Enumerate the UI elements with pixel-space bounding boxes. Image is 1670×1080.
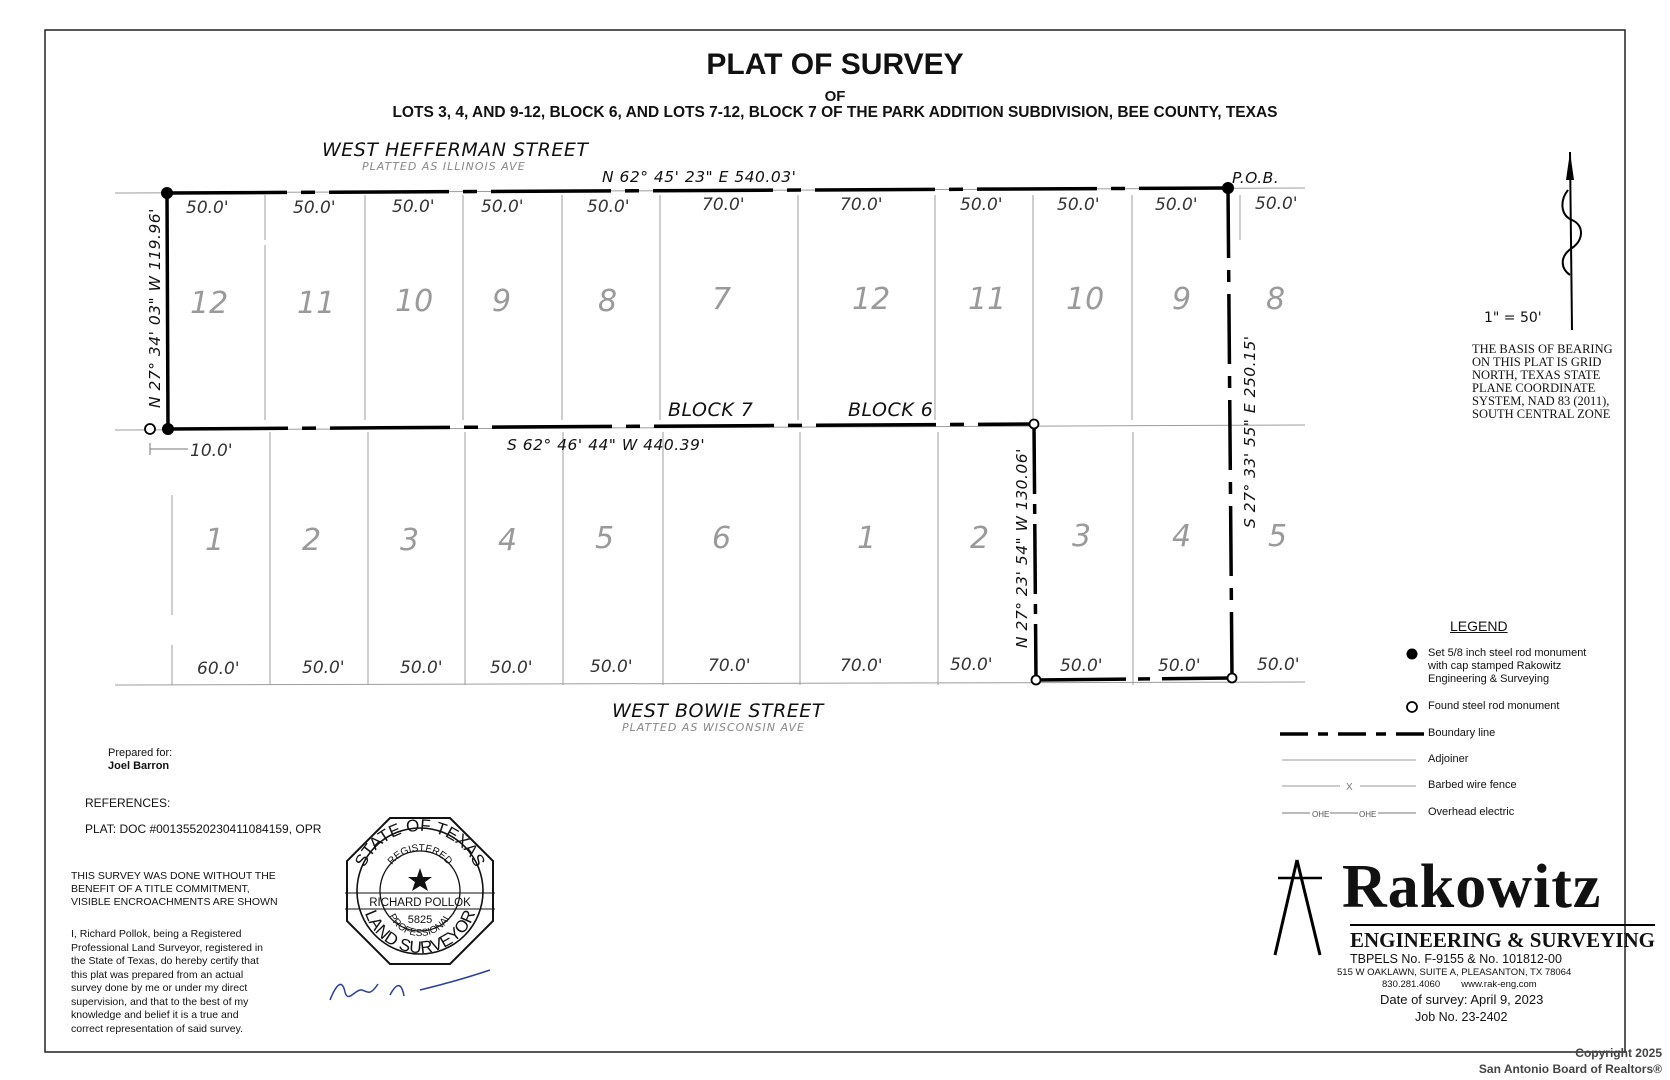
frontage-label: 50.0' xyxy=(590,657,633,677)
legend-barbed: Barbed wire fence xyxy=(1428,779,1517,791)
legend-title: LEGEND xyxy=(1450,618,1508,634)
page-title: PLAT OF SURVEY xyxy=(706,48,964,81)
frontage-label: 50.0' xyxy=(1158,656,1201,676)
frontage-label: 50.0' xyxy=(293,198,336,218)
lot-number: 7 xyxy=(712,282,732,317)
lot-number: 1 xyxy=(205,523,225,558)
frontage-label: 50.0' xyxy=(1155,195,1198,215)
frontage-label: 50.0' xyxy=(960,195,1003,215)
survey-date: Date of survey: April 9, 2023 xyxy=(1380,992,1544,1007)
page-subtitle: LOTS 3, 4, AND 9-12, BLOCK 6, AND LOTS 7-12, BLOCK 7 OF THE PARK ADDITION SUBDIVISION, BEE COUNTY, TEXAS xyxy=(392,104,1278,121)
frontage-label: 50.0' xyxy=(490,658,533,678)
top-lots xyxy=(190,282,1285,321)
frontage-label: 70.0' xyxy=(840,195,883,215)
frontage-label: 50.0' xyxy=(1257,655,1300,675)
legend-found-monument: Found steel rod monument xyxy=(1428,700,1560,712)
seal-number: 5825 xyxy=(407,914,433,926)
seal-bottom: LAND SURVEYOR xyxy=(361,907,480,958)
company-address: 515 W OAKLAWN, SUITE A, PLEASANTON, TX 78064 xyxy=(1337,967,1572,978)
watermark-copyright: Copyright 2025 xyxy=(1575,1046,1662,1060)
seal-professional: PROFESSIONAL xyxy=(386,912,454,940)
frontage-label: 70.0' xyxy=(840,656,883,676)
company-name: Rakowitz xyxy=(1342,853,1602,921)
company-contact: 830.281.4060 www.rak-eng.com xyxy=(1382,979,1537,990)
lot-number: 2 xyxy=(970,521,990,556)
lot-number: 1 xyxy=(857,521,877,556)
frontage-label: 50.0' xyxy=(1057,195,1100,215)
frontage-label: 50.0' xyxy=(186,198,229,218)
barbed-mark: X xyxy=(1346,782,1353,793)
middle-line-bearing: S 62° 46' 44" W 440.39' xyxy=(507,436,706,454)
lot-number: 9 xyxy=(1172,282,1192,317)
lot-number: 11 xyxy=(968,282,1007,317)
block6-label: BLOCK 6 xyxy=(848,399,934,421)
company-sub: ENGINEERING & SURVEYING xyxy=(1350,924,1655,953)
lot-number: 12 xyxy=(852,282,891,317)
frontage-label: 70.0' xyxy=(702,195,745,215)
seal-registered: REGISTERED xyxy=(385,842,455,868)
frontage-label: 60.0' xyxy=(197,659,240,679)
lot-number: 5 xyxy=(595,521,615,556)
lot-number: 3 xyxy=(1072,519,1092,554)
certification-note: I, Richard Pollok, being a Registered Professional Land Surveyor, registered in the State of Texas, do hereby certify that this plat was prepared from an actual survey done by me or under my direct supervision, and that to the best of my knowledge and belief it is a true and correct representation of said survey. xyxy=(71,928,264,1035)
seal-name: RICHARD POLLOK xyxy=(369,897,471,909)
inner-line-bearing: N 27° 23' 54" W 130.06' xyxy=(1013,448,1031,648)
frontage-label: 50.0' xyxy=(481,197,524,217)
bottom-lots xyxy=(205,519,1287,558)
pob-label: P.O.B. xyxy=(1232,169,1280,187)
bottom-frontages xyxy=(197,655,1300,679)
frontage-label: 50.0' xyxy=(1060,656,1103,676)
legend-boundary: Boundary line xyxy=(1428,727,1496,739)
west-line-bearing: N 27° 34' 03" W 119.96' xyxy=(146,208,164,408)
frontage-label: 50.0' xyxy=(392,197,435,217)
prepared-name: Joel Barron xyxy=(108,760,170,772)
lot-number: 6 xyxy=(712,521,732,556)
lot-number: 2 xyxy=(302,523,322,558)
offset-label: 10.0' xyxy=(190,441,233,461)
seal-top: STATE OF TEXAS xyxy=(351,815,489,870)
frontage-label: 50.0' xyxy=(950,655,993,675)
scale-label: 1" = 50' xyxy=(1484,310,1542,326)
basis-of-bearing: THE BASIS OF BEARING ON THIS PLAT IS GRID NORTH, TEXAS STATE PLANE COORDINATE SYSTEM, NAD 83 (2011), SOUTH CENTRAL ZONE xyxy=(1472,342,1613,421)
references-label: REFERENCES: xyxy=(85,796,171,810)
lot-number: 4 xyxy=(498,523,518,558)
legend-adjoiner: Adjoiner xyxy=(1428,753,1469,765)
legend-overhead: Overhead electric xyxy=(1428,806,1515,818)
title-of: OF xyxy=(824,88,846,105)
south-street-name: WEST BOWIE STREET xyxy=(612,700,824,722)
south-street-platted: PLATTED AS WISCONSIN AVE xyxy=(622,721,805,734)
lot-number: 12 xyxy=(190,286,229,321)
prepared-label: Prepared for: xyxy=(108,747,173,759)
lot-number: 9 xyxy=(492,284,512,319)
legend-set-monument: Set 5/8 inch steel rod monument with cap stamped Rakowitz Engineering & Surveying xyxy=(1428,647,1587,685)
top-frontages xyxy=(186,194,1298,218)
block7-label: BLOCK 7 xyxy=(668,399,754,421)
watermark-board: San Antonio Board of Realtors® xyxy=(1478,1062,1662,1076)
lot-number: 8 xyxy=(1266,282,1286,317)
lot-number: 11 xyxy=(297,286,336,321)
frontage-label: 50.0' xyxy=(400,658,443,678)
lot-number: 4 xyxy=(1172,519,1192,554)
lot-number: 3 xyxy=(400,523,420,558)
east-line-bearing: S 27° 33' 55" E 250.15' xyxy=(1241,335,1259,528)
frontage-label: 70.0' xyxy=(708,656,751,676)
lot-number: 10 xyxy=(395,284,434,319)
company-license: TBPELS No. F-9155 & No. 101812-00 xyxy=(1350,952,1562,966)
ohe-mark: OHE xyxy=(1312,810,1330,819)
north-line-bearing: N 62° 45' 23" E 540.03' xyxy=(602,168,797,186)
frontage-label: 50.0' xyxy=(302,658,345,678)
lot-number: 10 xyxy=(1066,282,1105,317)
references-plat: PLAT: DOC #00135520230411084159, OPR xyxy=(85,822,322,836)
title-commitment-note: THIS SURVEY WAS DONE WITHOUT THE BENEFIT OF A TITLE COMMITMENT, VISIBLE ENCROACHMENTS ARE SHOWN xyxy=(71,870,278,908)
frontage-label: 50.0' xyxy=(1255,194,1298,214)
lot-number: 8 xyxy=(598,284,618,319)
frontage-label: 50.0' xyxy=(587,197,630,217)
job-number: Job No. 23-2402 xyxy=(1415,1010,1508,1024)
north-street-platted: PLATTED AS ILLINOIS AVE xyxy=(362,160,526,173)
lot-number: 5 xyxy=(1268,519,1288,554)
north-street-name: WEST HEFFERMAN STREET xyxy=(322,139,589,161)
ohe-mark: OHE xyxy=(1359,810,1377,819)
